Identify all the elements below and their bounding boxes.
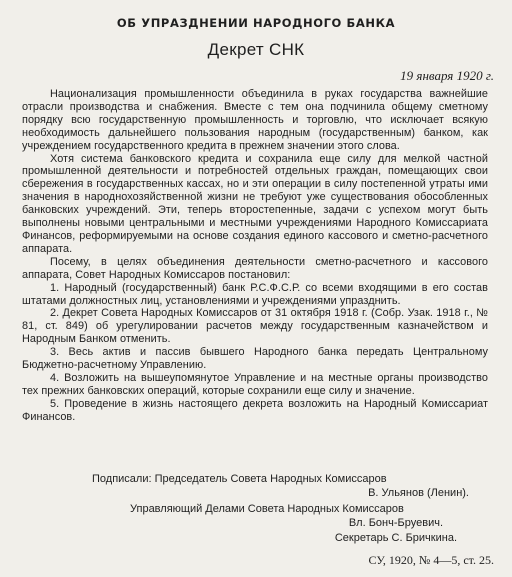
chair-name: В. Ульянов (Ленин). (368, 487, 469, 499)
document-body (22, 88, 488, 424)
paragraph-item-3: 3. Весь актив и пассив бывшего Народного банка передать Центральному Бюджетно-расчетному Управлению. (22, 346, 488, 372)
paragraph-nationalization: Национализация промышленности объединила в руках государства важнейшие отрасли производства и снабжения. Вместе с тем она подчинила общему сметному порядку всю государственную промышленность и торговлю, что исключает всякую необходимость дальнейшего пользования народным (государственным) банком, как учреждением государственного кредита в прежнем значении этого слова. (22, 88, 488, 152)
paragraph-resolution: Посему, в целях объединения деятельности сметно-расчетного и кассового аппарата, Совет Народных Комиссаров постановил: (22, 255, 488, 281)
paragraph-item-2: 2. Декрет Совета Народных Комиссаров от 31 октября 1918 г. (Собр. Узак. 1918 г., № 81, ст. 849) об урегулировании расчетов между государственным казначейством и Народным Банком отменить. (22, 307, 488, 346)
paragraph-credit-system: Хотя система банковского кредита и сохранила еще силу для мелкой частной промышленной деятельности и потребностей отдельных граждан, помещающих свои сбережения в государственных кассах, но и эти операции в силу постепенной утраты ими значения в народнохозяйственной жизни не требуют уже существования обособленных банковских учреждений. Эти, теперь второстепенные, задачи с успехом могут быть выполнены новыми центральными и местными учреждениями Народного Комиссариата Финансов, реформируемыми на основе создания единого кассового и сметно-расчетного аппарата. (22, 152, 488, 255)
source-reference: СУ, 1920, № 4—5, ст. 25. (368, 553, 494, 567)
manager-title: Управляющий Делами Совета Народных Комиссаров (130, 503, 404, 515)
manager-name: Вл. Бонч-Бруевич. (348, 517, 443, 529)
document-title: ОБ УПРАЗДНЕНИИ НАРОДНОГО БАНКА (116, 16, 396, 30)
paragraph-item-1: 1. Народный (государственный) банк Р.С.Ф.С.Р. со всеми входящими в его состав штатами должностных лиц, установлениями и учреждениями упразднить. (22, 281, 488, 307)
document-subtitle: Декрет СНК (207, 40, 305, 59)
paragraph-item-5: 5. Проведение в жизнь настоящего декрета возложить на Народный Комиссариат Финансов. (22, 397, 488, 423)
chair-title: Председатель Совета Народных Комиссаров (154, 473, 387, 485)
secretary-signature: Секретарь С. Бричкина. (334, 532, 457, 544)
signed-label-line (92, 473, 387, 486)
paragraph-item-4: 4. Возложить на вышеупомянутое Управление и на местные органы производство тех прежних банковских операций, которые сохранили еще силу и значение. (22, 371, 488, 397)
signed-label: Подписали: (92, 473, 152, 485)
document-date: 19 января 1920 г. (400, 68, 494, 83)
